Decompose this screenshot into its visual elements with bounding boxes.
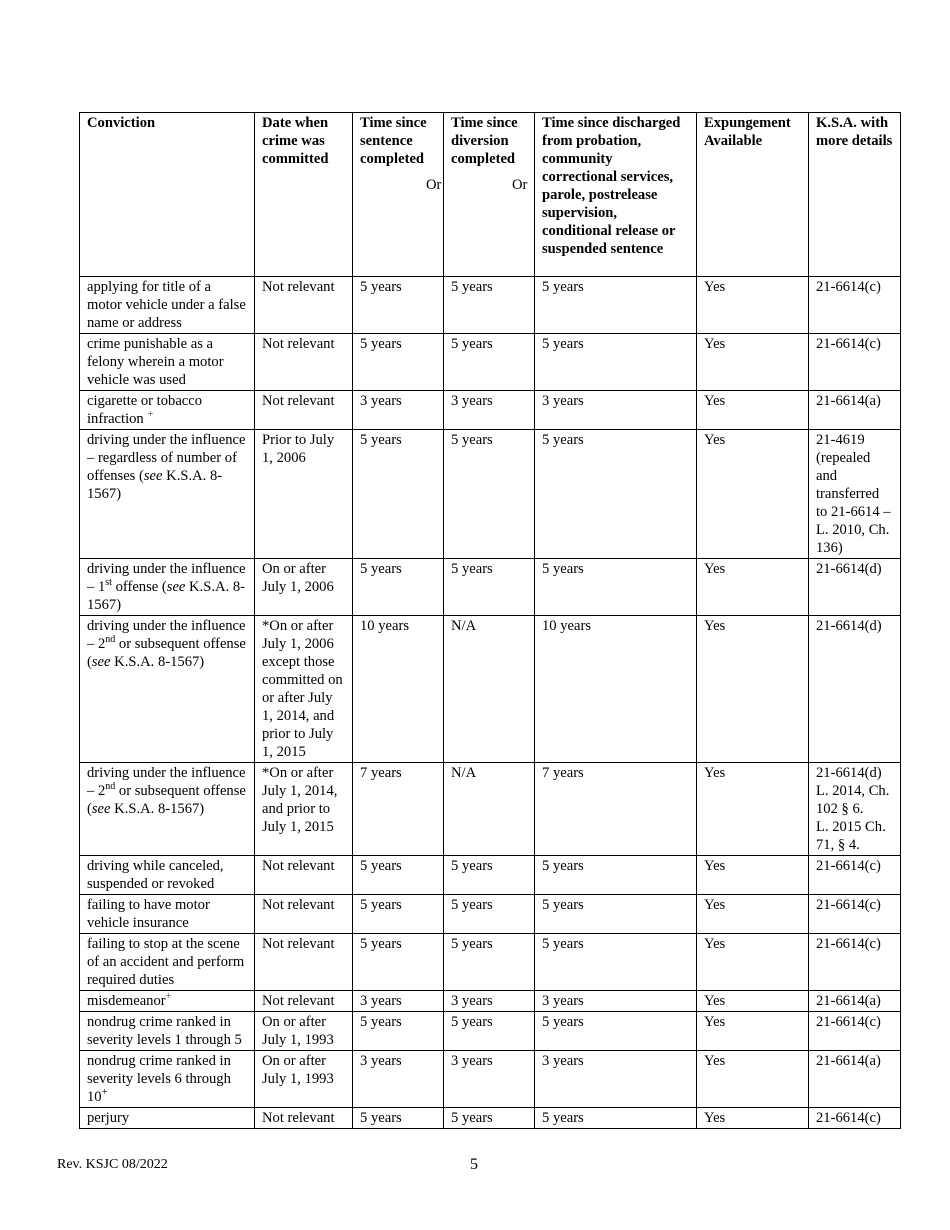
cell-ksa: 21-6614(a) [809, 391, 901, 430]
cell-ksa: 21-6614(c) [809, 895, 901, 934]
cell-date: Not relevant [255, 391, 353, 430]
cell-expungement: Yes [697, 334, 809, 391]
conviction-text: cigarette or tobacco infraction [87, 393, 203, 427]
header-date: Date when crime was committed [255, 113, 353, 277]
cell-ksa: 21-6614(c) [809, 934, 901, 991]
cell-sentence: 5 years [353, 1108, 444, 1129]
table-header-row [80, 113, 901, 277]
cell-discharged: 3 years [535, 391, 697, 430]
cell-discharged: 5 years [535, 1012, 697, 1051]
cell-expungement: Yes [697, 430, 809, 559]
conviction-text-mid: or subsequent offense ( [87, 783, 246, 817]
cell-ksa: 21-6614(d) [809, 559, 901, 616]
conviction-see: see [143, 468, 163, 484]
conviction-text-mid: offense ( [111, 579, 167, 595]
footnote-marker: + [147, 408, 154, 421]
cell-date: Not relevant [255, 1108, 353, 1129]
cell-date: Not relevant [255, 895, 353, 934]
cell-conviction: nondrug crime ranked in severity levels 1 through 5 [80, 1012, 255, 1051]
conviction-text-tail: K.S.A. 8-1567) [87, 579, 245, 613]
cell-sentence: 3 years [353, 391, 444, 430]
cell-date: On or after July 1, 1993 [255, 1012, 353, 1051]
cell-expungement: Yes [697, 895, 809, 934]
cell-expungement: Yes [697, 1108, 809, 1129]
ordinal-suffix: st [105, 577, 112, 589]
table-row [80, 895, 901, 934]
cell-expungement: Yes [697, 856, 809, 895]
conviction-text-tail: K.S.A. 8-1567) [110, 654, 205, 670]
cell-expungement: Yes [697, 1051, 809, 1108]
cell-ksa: 21-6614(a) [809, 991, 901, 1012]
cell-date: Prior to July 1, 2006 [255, 430, 353, 559]
page-number: 5 [470, 1156, 478, 1173]
cell-ksa: 21-6614(d) [809, 616, 901, 763]
cell-expungement: Yes [697, 763, 809, 856]
cell-diversion: 5 years [444, 334, 535, 391]
table-row [80, 334, 901, 391]
cell-diversion: 3 years [444, 391, 535, 430]
cell-diversion: N/A [444, 763, 535, 856]
cell-diversion: 5 years [444, 856, 535, 895]
cell-date: Not relevant [255, 991, 353, 1012]
ksa-line: 21-6614(d) [816, 765, 882, 781]
cell-conviction [80, 1051, 255, 1108]
cell-diversion: 3 years [444, 991, 535, 1012]
table-row [80, 1012, 901, 1051]
conviction-see: see [91, 801, 111, 817]
table-row [80, 430, 901, 559]
cell-discharged: 10 years [535, 616, 697, 763]
cell-discharged: 5 years [535, 1108, 697, 1129]
cell-diversion: 3 years [444, 1051, 535, 1108]
cell-sentence: 5 years [353, 1012, 444, 1051]
cell-ksa [809, 763, 901, 856]
header-sentence [353, 113, 444, 277]
conviction-text-tail: K.S.A. 8-1567) [110, 801, 205, 817]
header-ksa: K.S.A. with more details [809, 113, 901, 277]
ordinal-suffix: nd [105, 781, 116, 793]
cell-sentence: 5 years [353, 856, 444, 895]
cell-diversion: 5 years [444, 1012, 535, 1051]
cell-sentence: 5 years [353, 277, 444, 334]
cell-sentence: 10 years [353, 616, 444, 763]
cell-date: *On or after July 1, 2006 except those committed on or after July 1, 2014, and prior to July 1, 2015 [255, 616, 353, 763]
cell-conviction [80, 763, 255, 856]
ordinal-suffix: nd [105, 634, 116, 646]
cell-discharged: 5 years [535, 895, 697, 934]
conviction-see: see [91, 654, 111, 670]
table-row [80, 1051, 901, 1108]
conviction-text: driving under the influence – regardless of number of offenses ( [87, 432, 246, 484]
cell-date: Not relevant [255, 277, 353, 334]
cell-diversion: 5 years [444, 895, 535, 934]
cell-discharged: 5 years [535, 430, 697, 559]
cell-discharged: 3 years [535, 1051, 697, 1108]
conviction-text: misdemeanor [87, 993, 166, 1009]
cell-expungement: Yes [697, 559, 809, 616]
cell-ksa: 21-6614(c) [809, 1108, 901, 1129]
header-expungement: Expungement Available [697, 113, 809, 277]
cell-expungement: Yes [697, 391, 809, 430]
cell-ksa: 21-6614(c) [809, 334, 901, 391]
header-conviction: Conviction [80, 113, 255, 277]
cell-sentence: 5 years [353, 895, 444, 934]
cell-ksa: 21-4619 (repealed and transferred to 21-6614 – L. 2010, Ch. 136) [809, 430, 901, 559]
cell-sentence: 3 years [353, 991, 444, 1012]
cell-date: Not relevant [255, 334, 353, 391]
cell-conviction: perjury [80, 1108, 255, 1129]
header-diversion [444, 113, 535, 277]
cell-date: *On or after July 1, 2014, and prior to July 1, 2015 [255, 763, 353, 856]
or-label: Or [512, 177, 528, 193]
cell-sentence: 7 years [353, 763, 444, 856]
cell-ksa: 21-6614(c) [809, 277, 901, 334]
cell-expungement: Yes [697, 616, 809, 763]
cell-sentence: 5 years [353, 334, 444, 391]
cell-diversion: N/A [444, 616, 535, 763]
ksa-line: L. 2015 Ch. 71, § 4. [816, 819, 886, 853]
conviction-text: driving under the influence – 1 [87, 561, 246, 595]
revision-footer: Rev. KSJC 08/2022 [57, 1157, 168, 1172]
cell-conviction [80, 391, 255, 430]
cell-diversion: 5 years [444, 277, 535, 334]
cell-expungement: Yes [697, 934, 809, 991]
cell-diversion: 5 years [444, 430, 535, 559]
cell-date: Not relevant [255, 934, 353, 991]
table-row [80, 763, 901, 856]
header-diversion-label: Time since diversion completed [451, 115, 518, 167]
cell-discharged: 5 years [535, 856, 697, 895]
cell-conviction: applying for title of a motor vehicle under a false name or address [80, 277, 255, 334]
or-label: Or [426, 177, 442, 193]
cell-date: On or after July 1, 2006 [255, 559, 353, 616]
ksa-line: L. 2014, Ch. 102 § 6. [816, 783, 890, 817]
cell-discharged: 5 years [535, 934, 697, 991]
header-discharged: Time since discharged from probation, community correctional services, parole, postrelease supervision, conditional release or suspended sentence [535, 113, 697, 277]
cell-sentence: 3 years [353, 1051, 444, 1108]
conviction-text-mid: or subsequent offense ( [87, 636, 246, 670]
cell-sentence: 5 years [353, 559, 444, 616]
cell-date: Not relevant [255, 856, 353, 895]
cell-diversion: 5 years [444, 934, 535, 991]
cell-conviction [80, 430, 255, 559]
table-row [80, 991, 901, 1012]
table-row [80, 277, 901, 334]
cell-diversion: 5 years [444, 559, 535, 616]
cell-date: On or after July 1, 1993 [255, 1051, 353, 1108]
cell-ksa: 21-6614(c) [809, 856, 901, 895]
cell-discharged: 7 years [535, 763, 697, 856]
cell-sentence: 5 years [353, 430, 444, 559]
cell-conviction [80, 616, 255, 763]
cell-conviction: crime punishable as a felony wherein a motor vehicle was used [80, 334, 255, 391]
cell-conviction: failing to stop at the scene of an accident and perform required duties [80, 934, 255, 991]
cell-sentence: 5 years [353, 934, 444, 991]
cell-discharged: 5 years [535, 559, 697, 616]
table-row [80, 616, 901, 763]
table-row [80, 391, 901, 430]
footnote-marker: + [101, 1086, 108, 1099]
cell-expungement: Yes [697, 1012, 809, 1051]
cell-discharged: 3 years [535, 991, 697, 1012]
cell-conviction [80, 559, 255, 616]
cell-discharged: 5 years [535, 277, 697, 334]
cell-diversion: 5 years [444, 1108, 535, 1129]
cell-ksa: 21-6614(c) [809, 1012, 901, 1051]
header-sentence-label: Time since sentence completed [360, 115, 427, 167]
conviction-text: driving under the influence – 2 [87, 618, 246, 652]
expungement-table [79, 112, 901, 1129]
cell-expungement: Yes [697, 991, 809, 1012]
footnote-marker: + [165, 990, 172, 1003]
cell-conviction: driving while canceled, suspended or revoked [80, 856, 255, 895]
table-row [80, 934, 901, 991]
cell-discharged: 5 years [535, 334, 697, 391]
table-row [80, 856, 901, 895]
conviction-text: driving under the influence – 2 [87, 765, 246, 799]
conviction-see: see [166, 579, 186, 595]
cell-conviction [80, 991, 255, 1012]
cell-ksa: 21-6614(a) [809, 1051, 901, 1108]
cell-conviction: failing to have motor vehicle insurance [80, 895, 255, 934]
cell-expungement: Yes [697, 277, 809, 334]
conviction-text: nondrug crime ranked in severity levels 6 through 10 [87, 1053, 231, 1105]
table-row [80, 559, 901, 616]
table-row [80, 1108, 901, 1129]
conviction-text-tail: K.S.A. 8-1567) [87, 468, 223, 502]
